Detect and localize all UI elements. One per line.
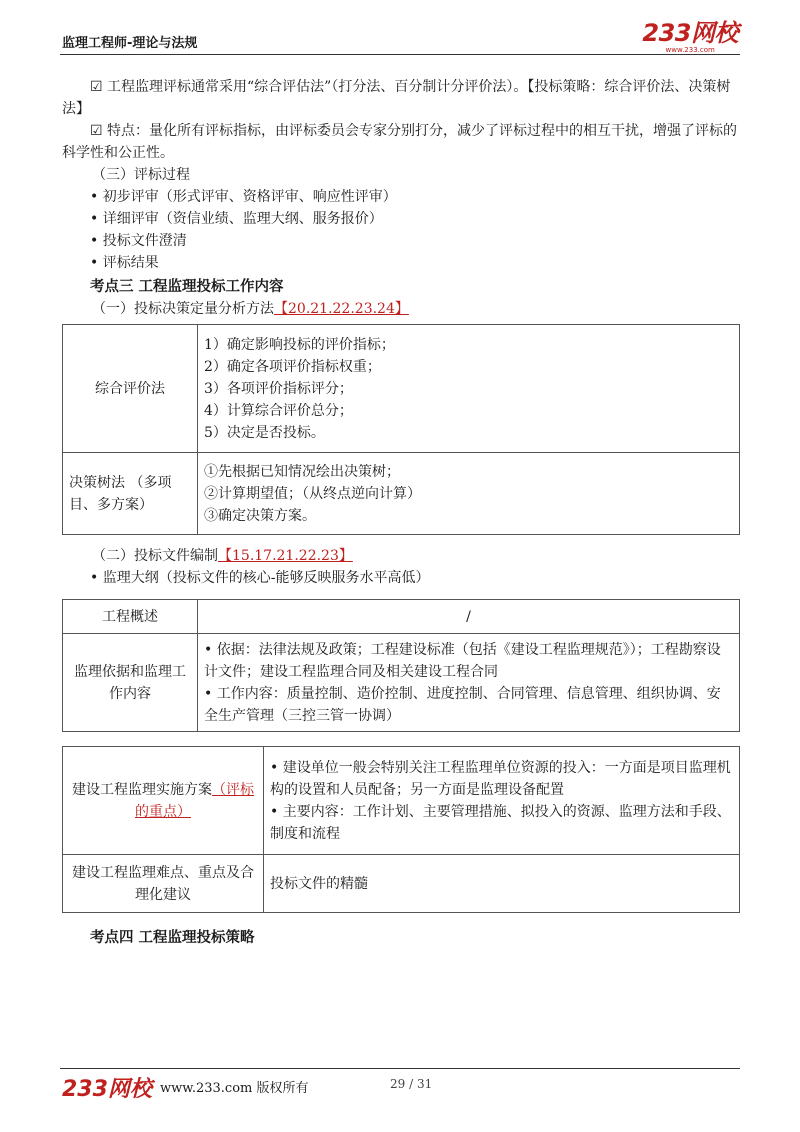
step-line: 1）确定影响投标的评价指标； <box>204 336 395 353</box>
subheading-text: （一）投标决策定量分析方法 <box>92 301 274 317</box>
decision-methods-table <box>62 324 740 535</box>
step-line: ③确定决策方案。 <box>204 507 316 524</box>
table-cell-topic: 建设工程监理难点、重点及合理化建议 <box>63 855 264 913</box>
table-cell-topic: 监理依据和监理工作内容 <box>63 634 198 732</box>
content-line: • 依据：法律法规及政策；工程建设标准（包括《建设工程监理规范》）；工程勘察设计文件；建设工程监理合同及相关建设工程合同 <box>204 641 721 680</box>
brand-logo <box>642 20 738 54</box>
plan-table <box>62 746 740 913</box>
logo-text: 233网校 <box>642 19 738 47</box>
list-item: • 投标文件澄清 <box>62 230 740 252</box>
section-title-4: 考点四 工程监理投标策略 <box>90 929 255 946</box>
content-line: • 工作内容：质量控制、造价控制、进度控制、合同管理、信息管理、组织协调、安全生产管理（三控三管一协调） <box>204 685 721 724</box>
table-cell-topic <box>63 747 264 855</box>
table-row <box>63 600 740 634</box>
table-row <box>63 453 740 535</box>
subheading-evaluation-process: （三）评标过程 <box>92 167 190 183</box>
subheading-bid-documents <box>62 545 740 567</box>
step-line: 3）各项评价指标评分； <box>204 380 353 397</box>
footer-copyright: www.233.com 版权所有 <box>160 1081 309 1096</box>
step-line: 5）决定是否投标。 <box>204 424 325 441</box>
step-line: ①先根据已知情况绘出决策树； <box>204 463 400 480</box>
header-title: 监理工程师-理论与法规 <box>62 36 198 51</box>
table-row <box>63 325 740 453</box>
table-head-left: 工程概述 <box>63 600 198 634</box>
footer-logo: 233网校 <box>62 1077 152 1102</box>
intro-paragraph-2: ☑ 特点：量化所有评标指标，由评标委员会专家分别打分，减少了评标过程中的相互干扰，增强了评标的科学性和公正性。 <box>62 123 737 161</box>
table-cell-content: 投标文件的精髓 <box>264 855 740 913</box>
table-head-right: / <box>198 600 740 634</box>
intro-paragraph-1: ☑ 工程监理评标通常采用“综合评估法”（打分法、百分制计分评价法）。【投标策略：综合评价法、决策树法】 <box>62 79 731 117</box>
exam-years-tag: 【20.21.22.23.24】 <box>274 301 409 317</box>
table-cell-method: 综合评价法 <box>63 325 198 453</box>
exam-years-tag: 【15.17.21.22.23】 <box>218 548 353 564</box>
page-number: 29 / 31 <box>390 1077 433 1091</box>
step-line: 2）确定各项评价指标权重； <box>204 358 381 375</box>
table-cell-content <box>198 634 740 732</box>
table-row <box>63 855 740 913</box>
table-row <box>63 634 740 732</box>
list-item: • 初步评审（形式评审、资格评审、响应性评审） <box>62 186 740 208</box>
step-line: 4）计算综合评价总分； <box>204 402 353 419</box>
table-cell-method: 决策树法 （多项目、多方案） <box>63 453 198 535</box>
list-item: • 详细评审（资信业绩、监理大纲、服务报价） <box>62 208 740 230</box>
key-point-tag: （评标的重点） <box>135 781 254 820</box>
subheading-decision-methods <box>62 298 740 320</box>
header-divider <box>60 54 740 55</box>
content-line: • 主要内容：工作计划、主要管理措施、拟投入的资源、监理方法和手段、制度和流程 <box>270 803 731 842</box>
logo-url: www.233.com <box>665 46 715 54</box>
outline-table <box>62 599 740 732</box>
list-item: • 监理大纲（投标文件的核心-能够反映服务水平高低） <box>62 567 740 589</box>
subheading-text: （二）投标文件编制 <box>92 548 218 564</box>
section-title-3: 考点三 工程监理投标工作内容 <box>90 278 284 295</box>
page-body <box>62 76 740 949</box>
content-line: • 建设单位一般会特别关注工程监理单位资源的投入：一方面是项目监理机构的设置和人员配备；另一方面是监理设备配置 <box>270 759 731 798</box>
topic-text: 建设工程监理实施方案 <box>72 781 212 798</box>
step-line: ②计算期望值；（从终点逆向计算） <box>204 485 421 502</box>
table-cell-content <box>264 747 740 855</box>
footer-divider <box>60 1068 740 1069</box>
list-item: • 评标结果 <box>62 252 740 274</box>
table-row <box>63 747 740 855</box>
table-cell-steps <box>198 325 740 453</box>
table-cell-steps <box>198 453 740 535</box>
